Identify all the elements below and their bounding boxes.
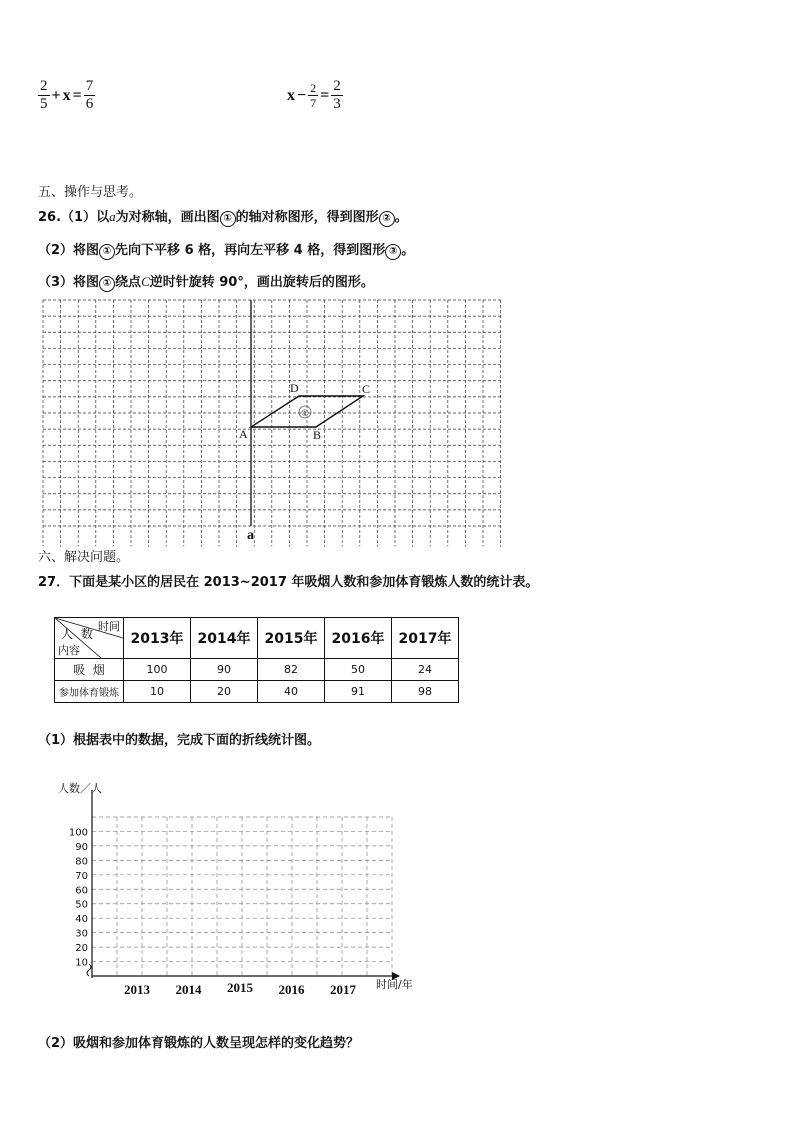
table-cell: 98 <box>392 681 459 703</box>
question-27: 27．下面是某小区的居民在 2013~2017 年吸烟人数和参加体育锻炼人数的统计表。 <box>38 575 539 590</box>
statistics-table <box>54 617 459 703</box>
table-corner-cell <box>55 618 124 659</box>
x-tick-label: 2014 <box>175 982 202 997</box>
fraction-a: $\frac{2}{5}$ <box>40 78 48 112</box>
grid-figure <box>0 0 794 560</box>
diagonal-header <box>55 618 123 658</box>
section-6-heading: 六、解决问题。 <box>38 550 130 565</box>
y-tick-label: 70 <box>75 870 88 882</box>
table-cell: 50 <box>325 659 392 681</box>
point-d-label: D <box>290 381 299 395</box>
table-cell: 82 <box>258 659 325 681</box>
chart-grid <box>92 817 392 976</box>
y-tick-label: 10 <box>75 957 88 969</box>
table-cell: 40 <box>258 681 325 703</box>
line-chart <box>0 760 794 1010</box>
question-26-part-2: （2）将图 ① 先向下平移 6 格，再向左平移 4 格，得到图形 ③ 。 <box>38 243 415 258</box>
year-header-2016: 2016年 <box>325 618 392 659</box>
y-tick-label: 100 <box>68 827 88 839</box>
section-5-heading: 五、操作与思考。 <box>38 185 143 200</box>
table-cell: 10 <box>124 681 191 703</box>
x-tick-label: 2016 <box>278 982 305 997</box>
x-tick-label: 2015 <box>227 980 253 995</box>
fraction-b: $\frac{7}{6}$ <box>85 78 94 112</box>
table-cell: 20 <box>191 681 258 703</box>
y-tick-label: 30 <box>75 928 88 940</box>
x-axis-label: 时间/年 <box>376 978 413 991</box>
table-cell: 90 <box>191 659 258 681</box>
shape-1-label: ① <box>300 409 310 419</box>
point-b-label: B <box>313 428 322 442</box>
y-tick-label: 40 <box>75 914 88 926</box>
corner-time: 时间 <box>98 620 120 633</box>
fraction-a: $\frac{2}{7}$ <box>310 81 317 110</box>
question-26-part-3: （3）将图 ① 绕点C逆时针旋转 90°，画出旋转后的图形。 <box>38 274 374 290</box>
y-tick-label: 60 <box>75 885 88 897</box>
point-a-label: A <box>239 427 248 441</box>
chart-y-ticks <box>69 827 88 968</box>
row-label-smoking: 吸 烟 <box>55 659 124 681</box>
fraction-b: $\frac{2}{3}$ <box>333 78 341 112</box>
grid-lines <box>43 300 501 546</box>
year-header-2017: 2017年 <box>392 618 459 659</box>
y-axis-label: 人数／人 <box>58 782 102 795</box>
x-tick-label: 2017 <box>330 982 356 997</box>
year-header-2015: 2015年 <box>258 618 325 659</box>
corner-people: 人数 <box>61 627 102 641</box>
table-cell: 24 <box>392 659 459 681</box>
y-tick-label: 20 <box>75 943 88 955</box>
chart-x-labels <box>124 980 357 997</box>
year-header-2013: 2013年 <box>124 618 191 659</box>
question-26-part-1: 26.（1）以a为对称轴，画出图 ① 的轴对称图形，得到图形 ② 。 <box>38 209 408 225</box>
question-27-part-1: （1）根据表中的数据，完成下面的折线统计图。 <box>38 733 321 748</box>
y-tick-label: 50 <box>75 899 88 911</box>
table-row <box>55 681 459 703</box>
x-tick-label: 2013 <box>124 982 150 997</box>
row-label-exercise: 参加体育锻炼 <box>55 681 124 703</box>
table-cell: 91 <box>325 681 392 703</box>
y-tick-label: 90 <box>75 841 88 853</box>
equation-2: x − $\frac{2}{7}$ = $\frac{2}{3}$ <box>287 78 341 112</box>
question-27-part-2: （2）吸烟和参加体育锻炼的人数呈现怎样的变化趋势？ <box>38 1036 360 1051</box>
y-tick-label: 80 <box>75 856 88 868</box>
corner-content: 内容 <box>58 644 80 657</box>
table-row <box>55 659 459 681</box>
point-c-label: C <box>362 382 371 396</box>
table-cell: 100 <box>124 659 191 681</box>
axis-a-label: a <box>247 528 254 543</box>
equation-1: $\frac{2}{5}$ + x = $\frac{7}{6}$ <box>40 78 94 112</box>
year-header-2014: 2014年 <box>191 618 258 659</box>
